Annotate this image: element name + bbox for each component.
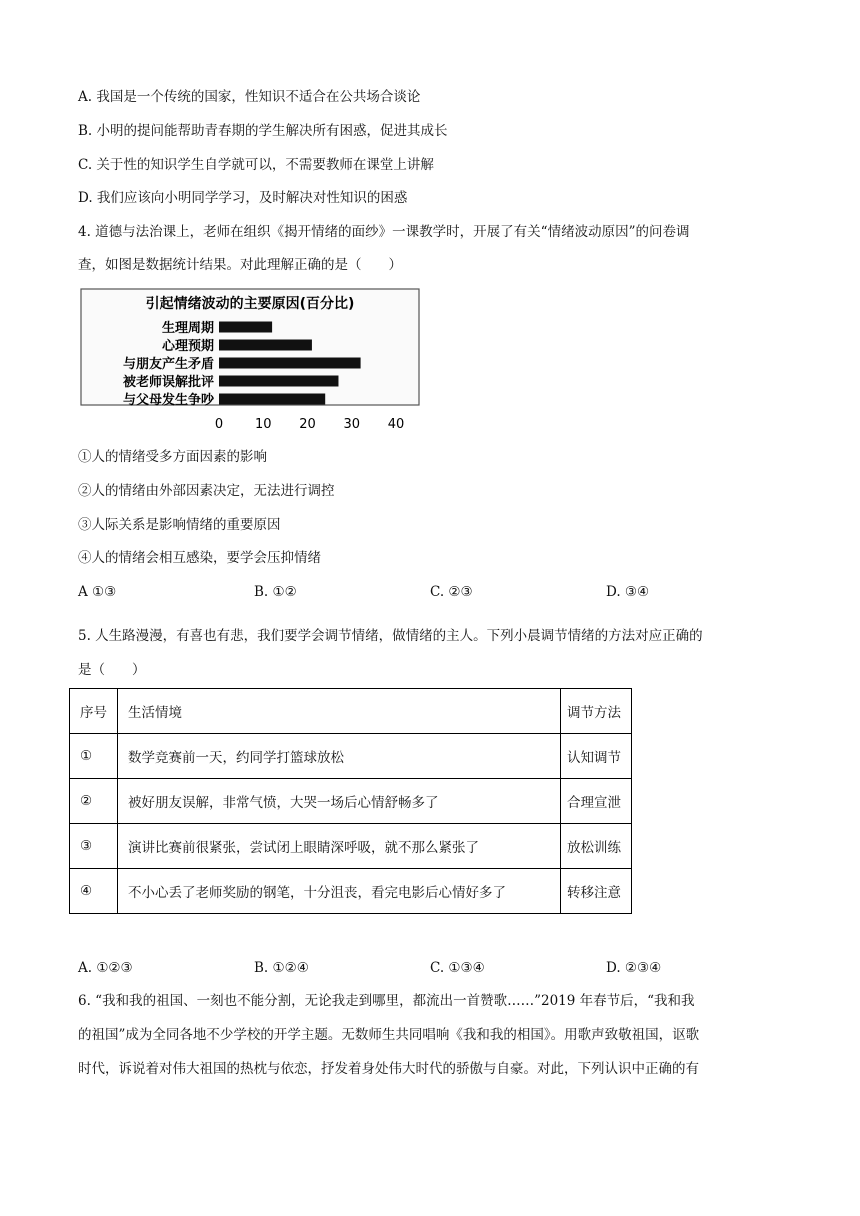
q4-statement-1: ①人的情绪受多方面因素的影响 — [78, 449, 267, 465]
chart-x-tick-label: 10 — [254, 417, 272, 432]
chart-title: 引起情绪波动的主要原因(百分比) — [145, 296, 355, 312]
q3-option-b: B. 小明的提问能帮助青春期的学生解决所有困惑，促进其成长 — [78, 123, 448, 139]
q4-statement-4: ④人的情绪会相互感染，要学会压抑情绪 — [78, 550, 321, 566]
table-header-row — [70, 689, 632, 734]
chart-bar — [219, 376, 338, 387]
table-cell: ③ — [70, 824, 118, 869]
chart-category-label: 被老师误解批评 — [122, 375, 214, 390]
chart-x-tick-label: 0 — [214, 417, 224, 432]
q6-line-1: 6. “我和我的祖国、一刻也不能分割，无论我走到哪里，都流出一首赞歌……”2019 年春节后，“我和我 — [78, 993, 695, 1009]
chart-category-label: 心理预期 — [161, 339, 214, 354]
q4-stem-line-2: 查，如图是数据统计结果。对此理解正确的是（ ） — [78, 257, 402, 273]
table-cell: ② — [70, 779, 118, 824]
q5-option-a: A. ①②③ — [78, 960, 133, 976]
q5-stem-line-1: 5. 人生路漫漫，有喜也有悲，我们要学会调节情绪，做情绪的主人。下列小晨调节情绪的方法对应正确的 — [78, 628, 703, 644]
q4-statement-3: ③人际关系是影响情绪的重要原因 — [78, 517, 281, 533]
chart-bar — [219, 340, 312, 351]
q4-option-c: C. ②③ — [430, 584, 473, 600]
table-cell: 合理宣泄 — [561, 779, 632, 824]
table-row — [70, 869, 632, 914]
table-row — [70, 734, 632, 779]
q4-statement-2: ②人的情绪由外部因素决定，无法进行调控 — [78, 483, 335, 499]
chart-category-label: 生理周期 — [161, 321, 214, 336]
table-cell: ④ — [70, 869, 118, 914]
table-cell: ① — [70, 734, 118, 779]
q4-option-d: D. ③④ — [606, 584, 650, 600]
q6-line-3: 时代，诉说着对伟大祖国的热枕与依恋，抒发着身处伟大时代的骄傲与自豪。对此，下列认识中正确的有 — [78, 1061, 699, 1077]
chart-x-tick-label: 30 — [343, 417, 361, 432]
q4-stem-line-1: 4. 道德与法治课上，老师在组织《揭开情绪的面纱》一课教学时，开展了有关“情绪波动原因”的问卷调 — [78, 224, 690, 240]
table-cell: 被好朋友误解，非常气愤，大哭一场后心情舒畅多了 — [118, 779, 561, 824]
table-cell: 认知调节 — [561, 734, 632, 779]
q4-option-a: A ①③ — [78, 584, 117, 600]
q3-option-d: D. 我们应该向小明同学学习，及时解决对性知识的困惑 — [78, 190, 408, 206]
q5-option-c: C. ①③④ — [430, 960, 485, 976]
table-row — [70, 779, 632, 824]
q6-line-2: 的祖国”成为全同各地不少学校的开学主题。无数师生共同唱响《我和我的相国》。用歌声致敬祖国，讴歌 — [78, 1027, 700, 1043]
table-header-cell: 调节方法 — [561, 689, 632, 734]
q4-options — [78, 582, 790, 602]
table-cell: 演讲比赛前很紧张，尝试闭上眼睛深呼吸，就不那么紧张了 — [118, 824, 561, 869]
chart-category-label: 与父母发生争吵 — [122, 393, 214, 408]
emotion-causes-bar-chart — [80, 288, 420, 436]
q5-stem-line-2: 是（ ） — [78, 662, 146, 678]
chart-bar — [219, 358, 361, 369]
q5-scenario-table — [69, 688, 632, 914]
table-cell: 转移注意 — [561, 869, 632, 914]
chart-bar — [219, 322, 272, 333]
chart-bar — [219, 394, 325, 405]
q4-option-b: B. ①② — [254, 584, 297, 600]
table-header-cell: 生活情境 — [118, 689, 561, 734]
table-header-cell: 序号 — [70, 689, 118, 734]
table-cell: 放松训练 — [561, 824, 632, 869]
q3-option-a: A. 我国是一个传统的国家，性知识不适合在公共场合谈论 — [78, 89, 421, 105]
q5-option-d: D. ②③④ — [606, 960, 662, 976]
q5-options — [78, 958, 790, 978]
chart-x-tick-label: 20 — [299, 417, 316, 432]
q5-option-b: B. ①②④ — [254, 960, 309, 976]
table-cell: 数学竞赛前一天，约同学打篮球放松 — [118, 734, 561, 779]
table-cell: 不小心丢了老师奖励的钢笔，十分沮丧，看完电影后心情好多了 — [118, 869, 561, 914]
table-row — [70, 824, 632, 869]
chart-x-tick-label: 40 — [387, 417, 405, 432]
chart-category-label: 与朋友产生矛盾 — [122, 357, 214, 372]
q3-option-c: C. 关于性的知识学生自学就可以，不需要教师在课堂上讲解 — [78, 157, 434, 173]
